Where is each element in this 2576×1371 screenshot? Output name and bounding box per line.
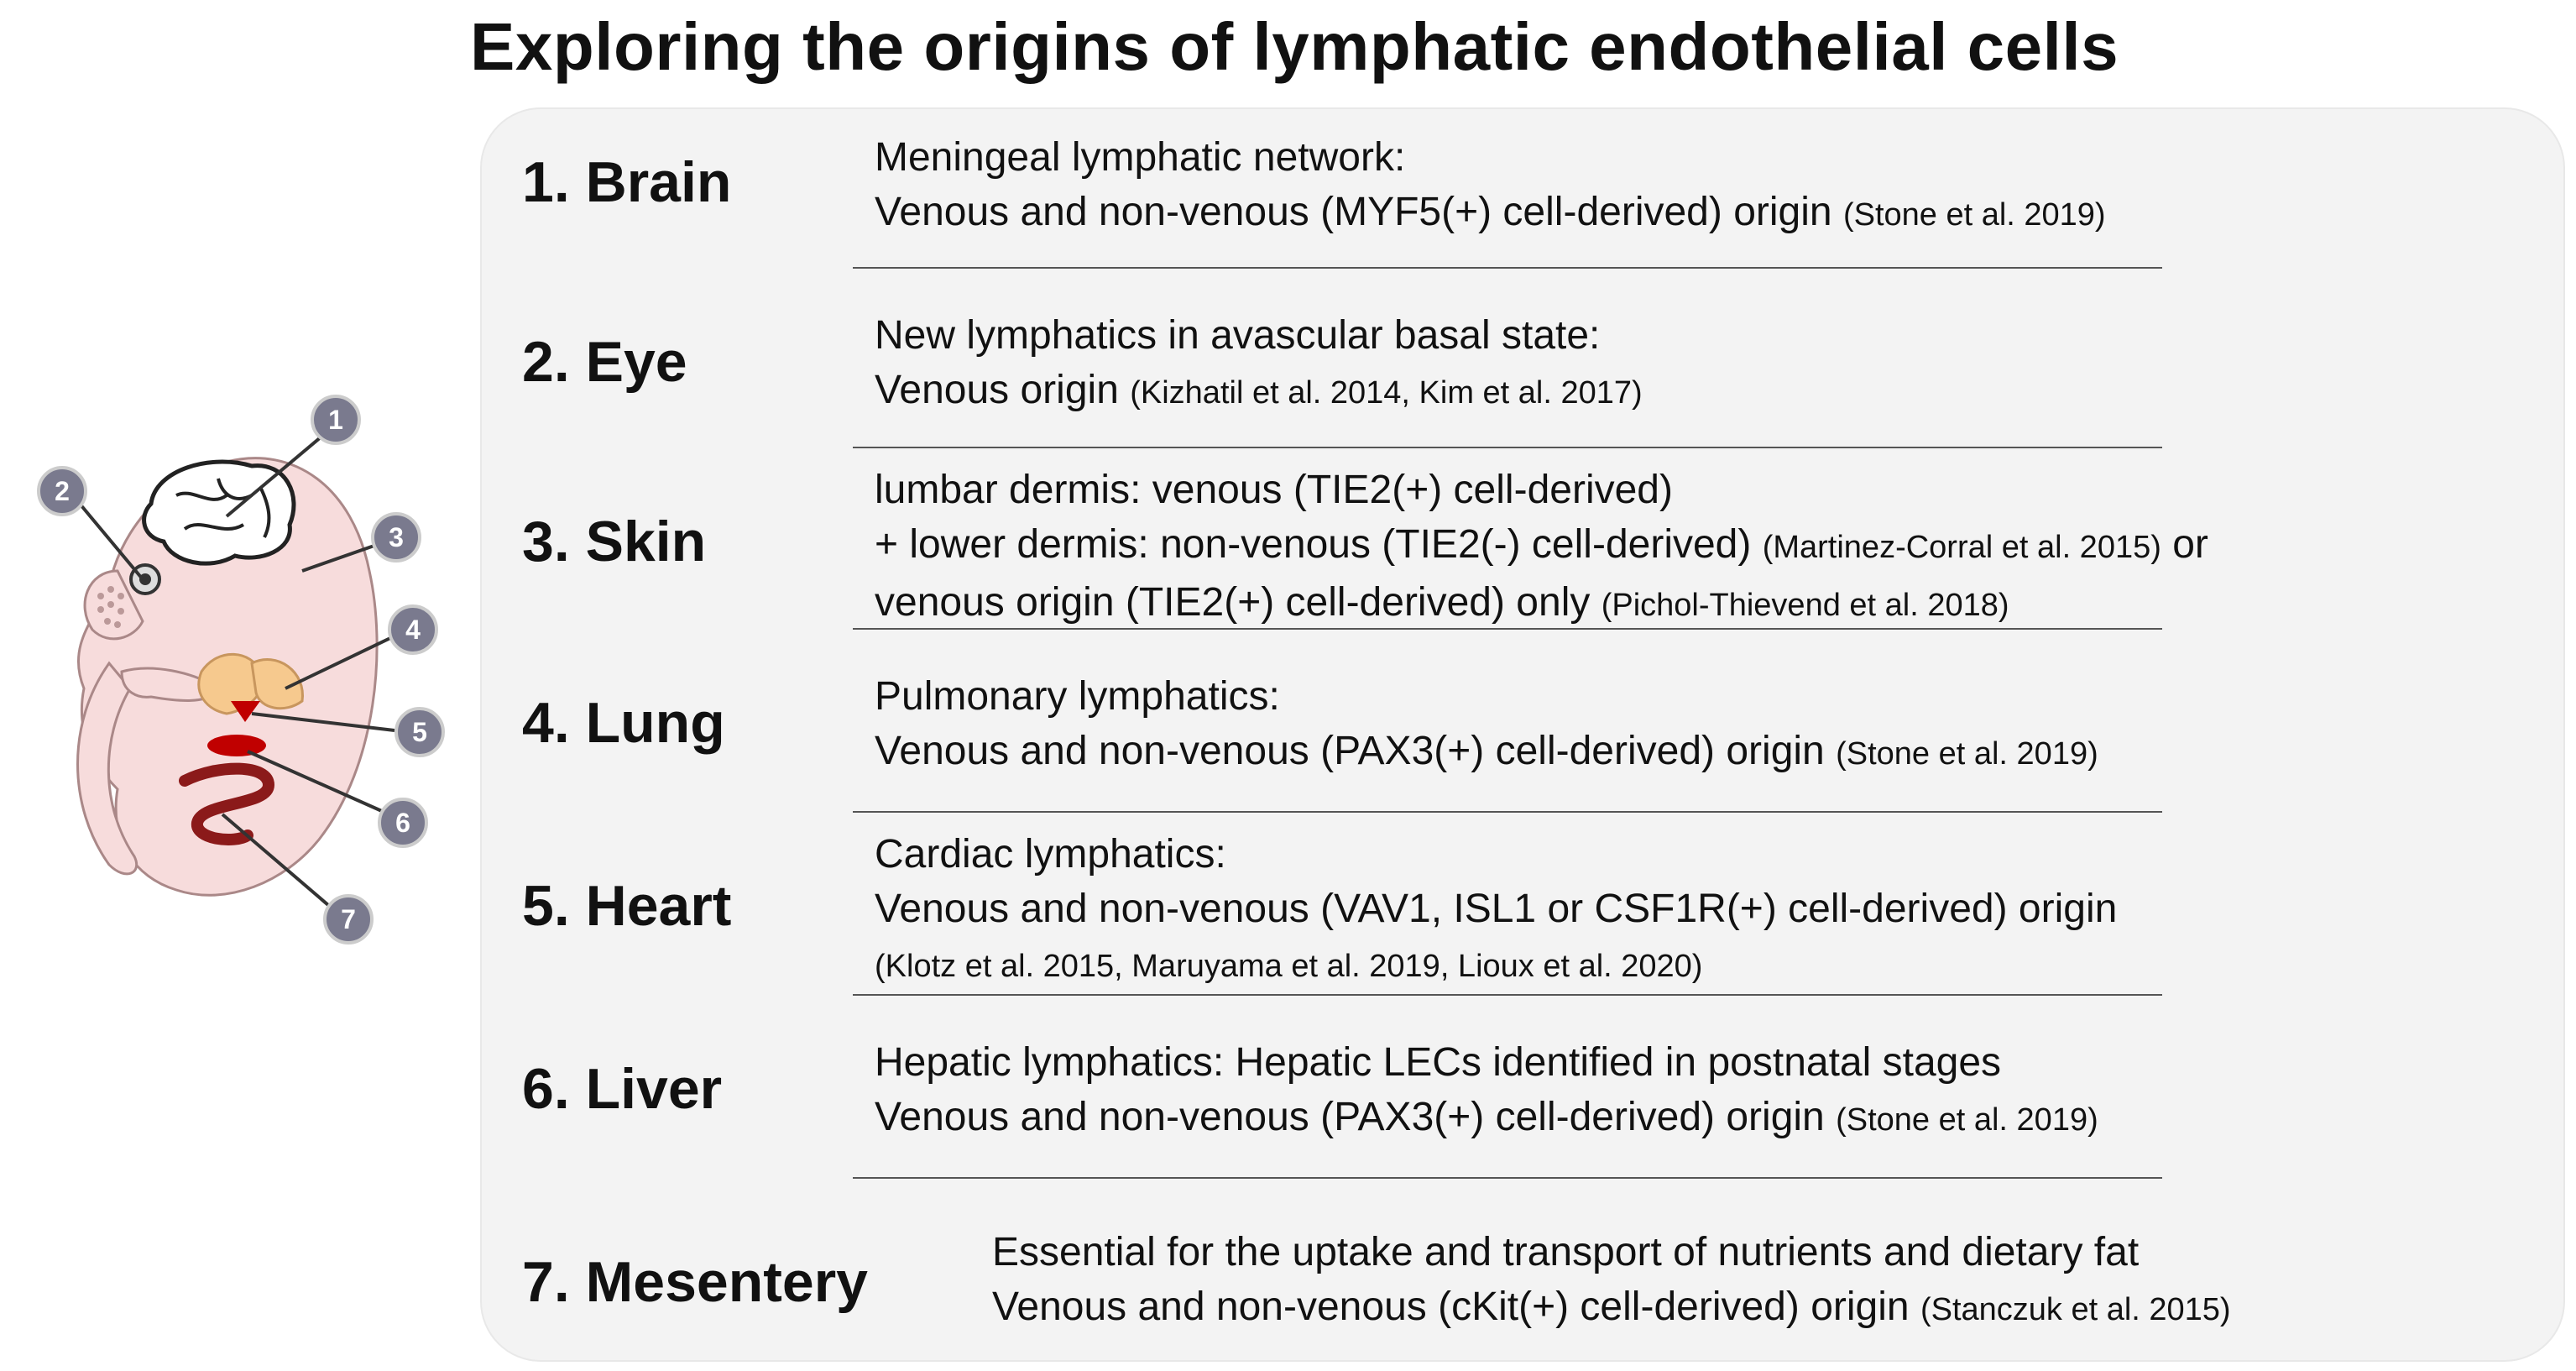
callout-2 xyxy=(39,468,86,515)
desc-line: Meningeal lymphatic network: xyxy=(875,135,1406,180)
callout-1 xyxy=(312,396,359,443)
callout-5-label: 5 xyxy=(412,717,427,747)
callout-6 xyxy=(379,799,426,846)
divider xyxy=(853,994,2162,996)
callout-7-label: 7 xyxy=(341,904,356,934)
citation: (Martinez-Corral et al. 2015) xyxy=(1762,530,2161,565)
desc-line: lumbar dermis: venous (TIE2(+) cell-derived) xyxy=(875,468,1673,512)
desc-text: + lower dermis: non-venous (TIE2(-) cell-derived) xyxy=(875,522,1752,567)
callout-3 xyxy=(373,514,420,561)
divider xyxy=(853,628,2162,630)
divider xyxy=(853,1177,2162,1179)
organ-label: 4. Lung xyxy=(522,691,725,755)
callout-7 xyxy=(325,896,372,943)
desc-line xyxy=(875,363,1643,421)
callout-4 xyxy=(389,606,436,653)
citation: (Stone et al. 2019) xyxy=(1842,197,2106,233)
row-description xyxy=(875,463,2208,633)
desc-tail: or xyxy=(2172,522,2208,567)
desc-text: Venous and non-venous (PAX3(+) cell-derived) origin xyxy=(875,1095,1825,1139)
organ-label: 5. Heart xyxy=(522,874,732,938)
row-description xyxy=(875,669,2098,782)
organ-label: 6. Liver xyxy=(522,1057,723,1121)
desc-text: Venous and non-venous (cKit(+) cell-derived) origin xyxy=(992,1285,1910,1329)
citation: (Stone et al. 2019) xyxy=(1836,1102,2098,1138)
organ-label: 7. Mesentery xyxy=(522,1250,868,1314)
row-description xyxy=(875,130,2106,243)
callout-6-label: 6 xyxy=(395,808,410,838)
figure-title: Exploring the origins of lymphatic endothelial cells xyxy=(470,9,2119,84)
citation: (Stone et al. 2019) xyxy=(1836,736,2098,772)
callout-2-label: 2 xyxy=(55,476,70,506)
desc-line: Pulmonary lymphatics: xyxy=(875,674,1280,719)
origins-panel xyxy=(482,109,2563,1360)
callout-5 xyxy=(396,709,443,756)
row-description xyxy=(875,1035,2098,1148)
divider xyxy=(853,447,2162,448)
desc-line: Cardiac lymphatics: xyxy=(875,832,1226,876)
organ-label: 1. Brain xyxy=(522,150,732,214)
callout-4-label: 4 xyxy=(405,615,421,645)
desc-line xyxy=(992,1279,2231,1337)
divider xyxy=(853,267,2162,269)
callout-1-label: 1 xyxy=(328,405,343,435)
callout-3-label: 3 xyxy=(389,522,404,552)
desc-line: New lymphatics in avascular basal state: xyxy=(875,313,1601,358)
embryo-illustration xyxy=(17,369,470,957)
row-description xyxy=(875,308,1643,421)
desc-line xyxy=(875,575,2208,633)
divider xyxy=(853,811,2162,813)
citation: (Pichol-Thievend et al. 2018) xyxy=(1601,588,2009,623)
row-description xyxy=(875,827,2117,994)
desc-line xyxy=(875,724,2098,782)
desc-line xyxy=(875,517,2208,575)
desc-line: Venous and non-venous (VAV1, ISL1 or CSF1R(+) cell-derived) origin xyxy=(875,887,2118,931)
desc-line xyxy=(875,936,2117,994)
desc-text: Venous and non-venous (MYF5(+) cell-derived) origin xyxy=(875,190,1832,234)
desc-text: Venous and non-venous (PAX3(+) cell-derived) origin xyxy=(875,729,1825,773)
citation: (Kizhatil et al. 2014, Kim et al. 2017) xyxy=(1130,375,1643,411)
desc-line: Hepatic lymphatics: Hepatic LECs identified in postnatal stages xyxy=(875,1040,2002,1085)
liver-shape xyxy=(207,735,266,756)
desc-text: Venous origin xyxy=(875,368,1119,412)
citation: (Klotz et al. 2015, Maruyama et al. 2019, Lioux et al. 2020) xyxy=(875,949,1703,984)
desc-line: Essential for the uptake and transport of nutrients and dietary fat xyxy=(992,1230,2140,1274)
desc-line xyxy=(875,1090,2098,1148)
desc-text: venous origin (TIE2(+) cell-derived) only xyxy=(875,580,1591,625)
desc-line xyxy=(875,185,2106,243)
row-description xyxy=(992,1225,2231,1337)
citation: (Stanczuk et al. 2015) xyxy=(1920,1292,2231,1327)
organ-label: 2. Eye xyxy=(522,330,687,394)
organ-label: 3. Skin xyxy=(522,510,707,573)
